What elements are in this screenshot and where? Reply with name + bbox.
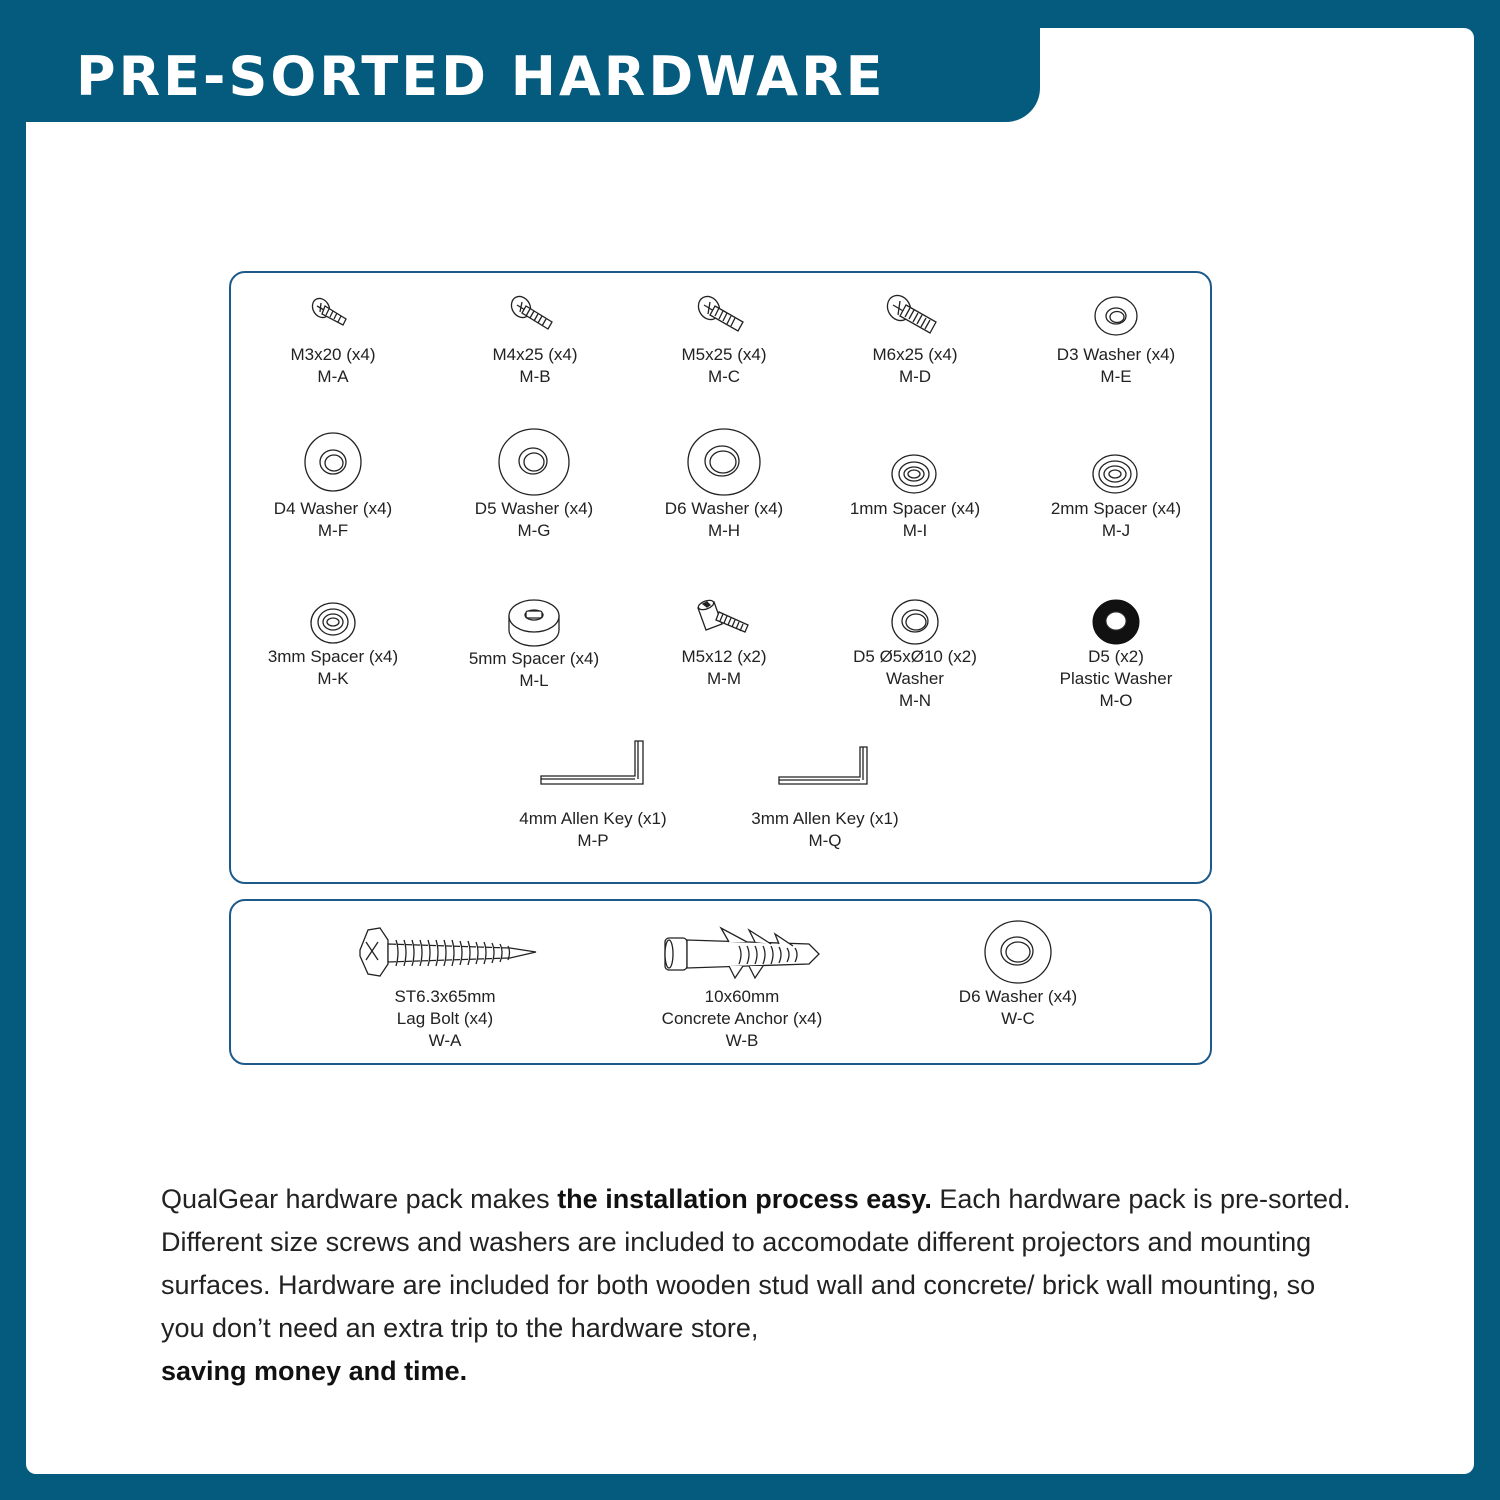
hardware-item-m-n: [830, 598, 1000, 712]
item-label: ST6.3x65mm: [394, 987, 496, 1006]
item-label: D6 Washer (x4): [958, 987, 1078, 1006]
machine-screw-icon: [882, 294, 948, 344]
description-text: Each hardware pack is pre-sorted. Different size screws and washers are included to accomodate different projectors and mounting surfaces. Hardware are included for both wooden stud wall and concrete/ brick wall mounting, so you don’t need an extra trip to the hardware store,: [161, 1184, 1351, 1343]
washer-icon: [1091, 294, 1141, 344]
hardware-item-m-d: [840, 294, 990, 388]
hardware-item-m-p: [498, 738, 688, 852]
washer-icon: [301, 428, 365, 498]
item-label: M6x25 (x4): [872, 345, 958, 364]
washer-icon: [496, 428, 572, 498]
washer-icon: [685, 428, 763, 498]
hardware-item-m-m: [644, 598, 804, 690]
item-code: M-B: [519, 367, 551, 386]
item-label: 10x60mm: [704, 987, 780, 1006]
item-code: M-J: [1101, 521, 1131, 540]
tall-spacer-icon: [504, 594, 564, 648]
hardware-item-m-b: [460, 294, 610, 388]
hardware-item-w-b: [632, 920, 852, 1052]
description-paragraph: [161, 1178, 1361, 1393]
description-text: QualGear hardware pack makes: [161, 1184, 558, 1214]
spacer-icon: [308, 598, 358, 646]
item-label: 5mm Spacer (x4): [468, 649, 600, 668]
item-code: M-P: [577, 831, 609, 850]
page-title: PRE-SORTED HARDWARE: [76, 45, 886, 108]
allen-key-icon: [775, 738, 875, 808]
item-label: D5 Washer (x4): [474, 499, 594, 518]
item-code: W-A: [428, 1031, 462, 1050]
item-label-line2: Plastic Washer: [1059, 669, 1173, 688]
item-label: M5x12 (x2): [681, 647, 767, 666]
item-label: D6 Washer (x4): [664, 499, 784, 518]
socket-screw-icon: [692, 598, 756, 646]
item-code: M-E: [1100, 367, 1132, 386]
item-code: M-H: [707, 521, 741, 540]
item-label: 2mm Spacer (x4): [1050, 499, 1182, 518]
concrete-anchor-icon: [659, 920, 825, 986]
item-code: M-M: [707, 669, 741, 688]
item-label-line2: Washer: [886, 669, 944, 688]
item-label: D5 (x2): [1088, 647, 1144, 666]
machine-screw-icon: [692, 294, 756, 344]
washer-icon: [982, 918, 1054, 986]
item-label: D5 Ø5xØ10 (x2): [853, 647, 977, 666]
item-label: D3 Washer (x4): [1056, 345, 1176, 364]
hardware-item-w-a: [335, 920, 555, 1052]
item-code: M-Q: [808, 831, 842, 850]
item-label: M5x25 (x4): [681, 345, 767, 364]
item-label: 3mm Spacer (x4): [267, 647, 399, 666]
hardware-item-m-q: [730, 738, 920, 852]
hardware-item-m-j: [1036, 448, 1196, 542]
washer-icon: [889, 598, 941, 646]
item-label: M4x25 (x4): [492, 345, 578, 364]
hardware-item-w-c: [928, 918, 1108, 1030]
spacer-icon: [890, 448, 940, 498]
hardware-item-m-c: [649, 294, 799, 388]
hardware-item-m-o: [1036, 598, 1196, 712]
item-label: D4 Washer (x4): [273, 499, 393, 518]
item-label-line2: Lag Bolt (x4): [396, 1009, 494, 1028]
item-label: 3mm Allen Key (x1): [751, 809, 899, 828]
item-code: W-B: [725, 1031, 759, 1050]
item-label: 4mm Allen Key (x1): [519, 809, 667, 828]
hardware-item-m-k: [253, 598, 413, 690]
hardware-item-m-i: [835, 448, 995, 542]
machine-screw-icon: [503, 294, 567, 344]
hardware-item-m-h: [644, 428, 804, 542]
item-code: M-L: [519, 671, 549, 690]
description-emphasis: the installation process easy.: [557, 1184, 932, 1214]
item-label-line2: Concrete Anchor (x4): [661, 1009, 823, 1028]
item-code: W-C: [1001, 1009, 1035, 1028]
spacer-icon: [1091, 448, 1141, 498]
item-code: M-C: [707, 367, 741, 386]
item-label: M3x20 (x4): [290, 345, 376, 364]
hardware-item-m-g: [454, 428, 614, 542]
hardware-item-m-f: [253, 428, 413, 542]
item-code: M-I: [902, 521, 928, 540]
machine-screw-icon: [303, 294, 363, 344]
lag-bolt-icon: [350, 920, 540, 986]
item-code: M-N: [898, 691, 932, 710]
item-code: M-K: [317, 669, 349, 688]
hardware-item-m-l: [454, 594, 614, 692]
item-code: M-D: [898, 367, 932, 386]
hardware-item-m-a: [258, 294, 408, 388]
hardware-item-m-e: [1036, 294, 1196, 388]
item-code: M-G: [517, 521, 551, 540]
allen-key-icon: [537, 738, 649, 808]
description-emphasis: saving money and time.: [161, 1356, 468, 1386]
item-code: M-F: [317, 521, 349, 540]
item-code: M-O: [1099, 691, 1133, 710]
plastic-washer-icon: [1090, 598, 1142, 646]
item-label: 1mm Spacer (x4): [849, 499, 981, 518]
item-code: M-A: [317, 367, 349, 386]
